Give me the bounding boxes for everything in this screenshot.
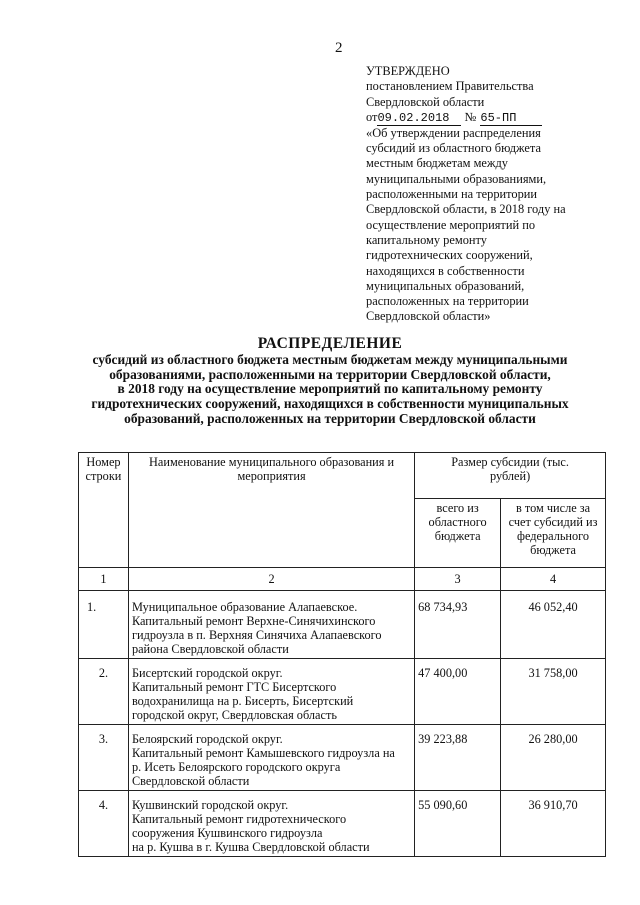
heading-line: образований, расположенных на территории Свердловской области: [124, 410, 536, 426]
row-number: 3.: [79, 725, 129, 791]
header-federal: в том числе за счет субсидий из федерального бюджета: [501, 499, 606, 568]
heading-line: гидротехнических сооружений, находящихся в собственности муниципальных: [91, 396, 569, 412]
table-row: [79, 791, 606, 857]
row-name-line: Свердловской области: [131, 774, 250, 788]
row-name-line: водохранилища на р. Бисерть, Бисертский: [131, 694, 354, 708]
index-cell: 2: [128, 568, 414, 591]
row-name: [128, 591, 414, 659]
approval-number: 65-ПП: [480, 112, 542, 126]
approval-date-number-line: [366, 110, 606, 126]
approval-line: УТВЕРЖДЕНО: [366, 64, 450, 78]
approval-line: Свердловской области: [366, 94, 485, 109]
row-federal: 26 280,00: [501, 725, 606, 791]
heading-title: РАСПРЕДЕЛЕНИЕ: [257, 335, 403, 352]
header-subsidy-size: Размер субсидии (тыс. рублей): [415, 453, 606, 499]
index-cell: 1: [79, 568, 129, 591]
row-federal: 36 910,70: [501, 791, 606, 857]
approval-title-line: гидротехнических сооружений,: [366, 248, 533, 263]
row-name-line: р. Исеть Белоярского городского округа: [131, 760, 341, 774]
approval-title-line: капитальному ремонту: [366, 232, 487, 247]
from-label: от: [366, 109, 378, 124]
row-name-line: Капитальный ремонт Камышевского гидроузла на: [131, 746, 395, 760]
row-name-line: сооружения Кушвинского гидроузла: [131, 826, 323, 840]
row-total: 55 090,60: [415, 791, 501, 857]
heading-line: образованиями, расположенными на территории Свердловской области,: [109, 366, 551, 382]
number-label: №: [464, 109, 477, 124]
subsidy-table: [78, 452, 606, 857]
approval-title-line: расположенными на территории: [366, 187, 538, 202]
row-name-line: Белоярский городской округ.: [131, 732, 283, 746]
row-name-line: Бисертский городской округ.: [131, 666, 283, 680]
approval-title-line: расположенных на территории: [366, 294, 529, 309]
heading-line: в 2018 году на осуществление мероприятий по капитальному ремонту: [117, 381, 543, 397]
index-cell: 4: [501, 568, 606, 591]
table-index-row: [79, 568, 606, 591]
row-name-line: городской округ, Свердловская область: [131, 708, 337, 722]
row-name-line: района Свердловской области: [131, 642, 289, 656]
row-name-line: Кушвинский городской округ.: [131, 798, 289, 812]
approval-title: [366, 126, 606, 325]
approval-title-line: находящихся в собственности: [366, 263, 525, 278]
approval-title-line: муниципальными образованиями,: [366, 171, 547, 186]
row-name-line: Капитальный ремонт ГТС Бисертского: [131, 680, 337, 694]
row-federal: 46 052,40: [501, 591, 606, 659]
table-row: [79, 591, 606, 659]
approval-block: [366, 64, 606, 325]
row-number: 1.: [79, 591, 129, 659]
table-header-row: [79, 453, 606, 499]
row-name-line: Муниципальное образование Алапаевское.: [131, 600, 358, 614]
row-total: 68 734,93: [415, 591, 501, 659]
header-row-number: Номер строки: [79, 453, 129, 568]
approval-title-line: Свердловской области»: [366, 309, 491, 324]
row-name-line: Капитальный ремонт Верхне-Синячихинского: [131, 614, 376, 628]
document-heading: [40, 337, 620, 427]
row-name: [128, 791, 414, 857]
header-total: всего из областного бюджета: [415, 499, 501, 568]
row-name-line: на р. Кушва в г. Кушва Свердловской области: [131, 840, 370, 854]
approval-title-line: осуществление мероприятий по: [366, 217, 536, 232]
row-name-line: Капитальный ремонт гидротехнического: [131, 812, 347, 826]
table-row: [79, 725, 606, 791]
row-total: 39 223,88: [415, 725, 501, 791]
row-name: [128, 725, 414, 791]
table-row: [79, 659, 606, 725]
header-name: Наименование муниципального образования и мероприятия: [128, 453, 414, 568]
approval-line: постановлением Правительства: [366, 79, 534, 94]
page-number: 2: [335, 40, 343, 56]
row-name: [128, 659, 414, 725]
approval-title-line: субсидий из областного бюджета: [366, 141, 541, 156]
approval-date: 09.02.2018: [377, 112, 461, 126]
approval-title-line: муниципальных образований,: [366, 278, 525, 293]
row-number: 4.: [79, 791, 129, 857]
row-name-line: гидроузла в п. Верхняя Синячиха Алапаевского: [131, 628, 382, 642]
heading-line: субсидий из областного бюджета местным бюджетам между муниципальными: [92, 351, 568, 367]
row-total: 47 400,00: [415, 659, 501, 725]
approval-title-line: «Об утверждении распределения: [366, 125, 541, 140]
row-number: 2.: [79, 659, 129, 725]
approval-title-line: Свердловской области, в 2018 году на: [366, 202, 566, 217]
index-cell: 3: [415, 568, 501, 591]
approval-title-line: местным бюджетам между: [366, 156, 508, 171]
row-federal: 31 758,00: [501, 659, 606, 725]
